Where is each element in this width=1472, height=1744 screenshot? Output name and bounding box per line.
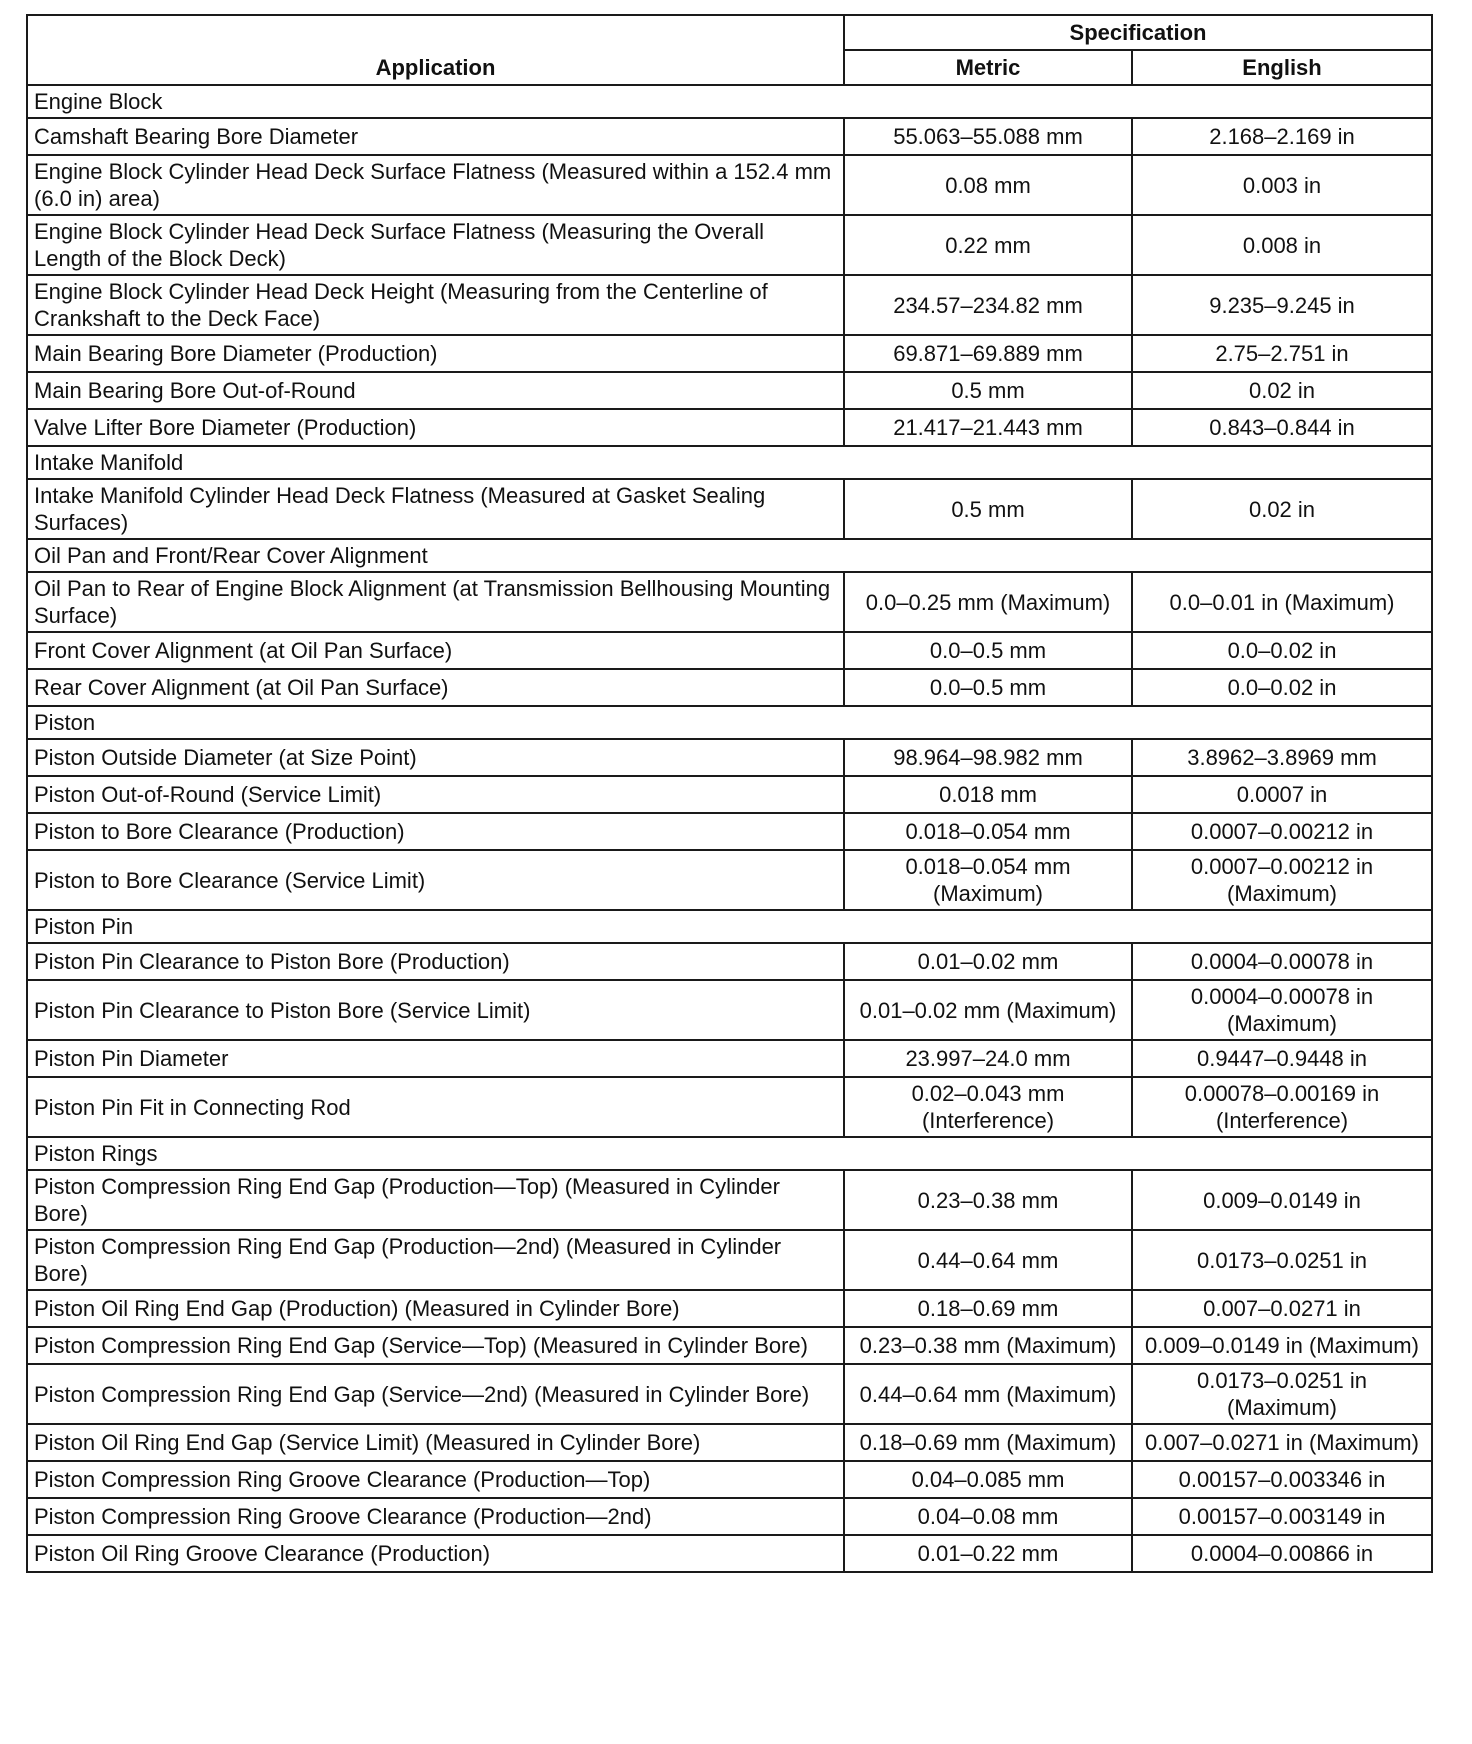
- english-cell: 0.0007 in: [1132, 776, 1432, 813]
- metric-cell: 0.02–0.043 mm (Interference): [844, 1077, 1132, 1137]
- application-header: Application: [27, 15, 844, 85]
- table-row: [27, 215, 1432, 275]
- table-row: [27, 739, 1432, 776]
- table-row: [27, 572, 1432, 632]
- english-cell: 0.009–0.0149 in: [1132, 1170, 1432, 1230]
- english-cell: 0.0–0.01 in (Maximum): [1132, 572, 1432, 632]
- section-row: [27, 910, 1432, 943]
- application-cell: Camshaft Bearing Bore Diameter: [27, 118, 844, 155]
- table-row: [27, 1170, 1432, 1230]
- metric-cell: 0.018–0.054 mm: [844, 813, 1132, 850]
- section-title: Oil Pan and Front/Rear Cover Alignment: [27, 539, 1432, 572]
- metric-cell: 0.23–0.38 mm (Maximum): [844, 1327, 1132, 1364]
- application-cell: Main Bearing Bore Out-of-Round: [27, 372, 844, 409]
- table-row: [27, 1498, 1432, 1535]
- metric-cell: 0.22 mm: [844, 215, 1132, 275]
- english-cell: 0.009–0.0149 in (Maximum): [1132, 1327, 1432, 1364]
- english-cell: 0.007–0.0271 in (Maximum): [1132, 1424, 1432, 1461]
- table-row: [27, 1290, 1432, 1327]
- english-cell: 0.0–0.02 in: [1132, 669, 1432, 706]
- table-row: [27, 1327, 1432, 1364]
- table-row: [27, 1461, 1432, 1498]
- application-cell: Piston Oil Ring Groove Clearance (Production): [27, 1535, 844, 1572]
- metric-cell: 69.871–69.889 mm: [844, 335, 1132, 372]
- table-row: [27, 1535, 1432, 1572]
- metric-cell: 0.44–0.64 mm (Maximum): [844, 1364, 1132, 1424]
- english-cell: 3.8962–3.8969 mm: [1132, 739, 1432, 776]
- section-row: [27, 706, 1432, 739]
- table-row: [27, 118, 1432, 155]
- section-title: Piston Pin: [27, 910, 1432, 943]
- section-title: Intake Manifold: [27, 446, 1432, 479]
- application-cell: Valve Lifter Bore Diameter (Production): [27, 409, 844, 446]
- english-cell: 0.0004–0.00866 in: [1132, 1535, 1432, 1572]
- application-cell: Piston to Bore Clearance (Production): [27, 813, 844, 850]
- table-row: [27, 1077, 1432, 1137]
- metric-header: Metric: [844, 50, 1132, 85]
- table-row: [27, 980, 1432, 1040]
- table-header: [27, 15, 1432, 85]
- english-cell: 2.168–2.169 in: [1132, 118, 1432, 155]
- metric-cell: 0.44–0.64 mm: [844, 1230, 1132, 1290]
- table-row: [27, 813, 1432, 850]
- metric-cell: 0.0–0.5 mm: [844, 632, 1132, 669]
- metric-cell: 0.5 mm: [844, 479, 1132, 539]
- metric-cell: 0.01–0.22 mm: [844, 1535, 1132, 1572]
- english-cell: 9.235–9.245 in: [1132, 275, 1432, 335]
- application-cell: Piston Out-of-Round (Service Limit): [27, 776, 844, 813]
- table-row: [27, 275, 1432, 335]
- table-row: [27, 1040, 1432, 1077]
- section-row: [27, 539, 1432, 572]
- metric-cell: 0.018 mm: [844, 776, 1132, 813]
- application-cell: Front Cover Alignment (at Oil Pan Surface): [27, 632, 844, 669]
- english-cell: 0.003 in: [1132, 155, 1432, 215]
- english-cell: 0.02 in: [1132, 479, 1432, 539]
- metric-cell: 0.18–0.69 mm: [844, 1290, 1132, 1327]
- application-cell: Piston Compression Ring End Gap (Production—2nd) (Measured in Cylinder Bore): [27, 1230, 844, 1290]
- metric-cell: 0.23–0.38 mm: [844, 1170, 1132, 1230]
- english-cell: 0.0173–0.0251 in: [1132, 1230, 1432, 1290]
- application-cell: Piston Pin Fit in Connecting Rod: [27, 1077, 844, 1137]
- english-cell: 0.0004–0.00078 in (Maximum): [1132, 980, 1432, 1040]
- application-cell: Piston Compression Ring Groove Clearance (Production—2nd): [27, 1498, 844, 1535]
- specification-header: Specification: [844, 15, 1432, 50]
- english-cell: 0.00078–0.00169 in (Interference): [1132, 1077, 1432, 1137]
- header-row-top: [27, 15, 1432, 50]
- english-cell: 0.9447–0.9448 in: [1132, 1040, 1432, 1077]
- english-cell: 0.0007–0.00212 in: [1132, 813, 1432, 850]
- table-row: [27, 1364, 1432, 1424]
- specification-table: [26, 14, 1433, 1573]
- application-cell: Engine Block Cylinder Head Deck Height (Measuring from the Centerline of Crankshaft to the Deck Face): [27, 275, 844, 335]
- table-row: [27, 850, 1432, 910]
- metric-cell: 0.0–0.25 mm (Maximum): [844, 572, 1132, 632]
- english-cell: 0.02 in: [1132, 372, 1432, 409]
- section-title: Engine Block: [27, 85, 1432, 118]
- metric-cell: 21.417–21.443 mm: [844, 409, 1132, 446]
- metric-cell: 0.01–0.02 mm (Maximum): [844, 980, 1132, 1040]
- english-cell: 0.00157–0.003346 in: [1132, 1461, 1432, 1498]
- section-row: [27, 85, 1432, 118]
- application-cell: Intake Manifold Cylinder Head Deck Flatness (Measured at Gasket Sealing Surfaces): [27, 479, 844, 539]
- metric-cell: 234.57–234.82 mm: [844, 275, 1132, 335]
- application-cell: Engine Block Cylinder Head Deck Surface Flatness (Measured within a 152.4 mm (6.0 in) area): [27, 155, 844, 215]
- english-cell: 0.0–0.02 in: [1132, 632, 1432, 669]
- table-row: [27, 372, 1432, 409]
- section-row: [27, 1137, 1432, 1170]
- english-cell: 0.0004–0.00078 in: [1132, 943, 1432, 980]
- table-row: [27, 335, 1432, 372]
- application-cell: Piston Compression Ring End Gap (Production—Top) (Measured in Cylinder Bore): [27, 1170, 844, 1230]
- application-cell: Piston Pin Diameter: [27, 1040, 844, 1077]
- metric-cell: 0.0–0.5 mm: [844, 669, 1132, 706]
- english-cell: 0.0007–0.00212 in (Maximum): [1132, 850, 1432, 910]
- metric-cell: 0.018–0.054 mm (Maximum): [844, 850, 1132, 910]
- table-row: [27, 409, 1432, 446]
- table-row: [27, 479, 1432, 539]
- table-row: [27, 943, 1432, 980]
- english-cell: 0.843–0.844 in: [1132, 409, 1432, 446]
- english-cell: 2.75–2.751 in: [1132, 335, 1432, 372]
- application-cell: Piston Compression Ring End Gap (Service—Top) (Measured in Cylinder Bore): [27, 1327, 844, 1364]
- english-cell: 0.0173–0.0251 in (Maximum): [1132, 1364, 1432, 1424]
- metric-cell: 0.18–0.69 mm (Maximum): [844, 1424, 1132, 1461]
- section-row: [27, 446, 1432, 479]
- metric-cell: 0.04–0.08 mm: [844, 1498, 1132, 1535]
- table-row: [27, 1230, 1432, 1290]
- table-row: [27, 1424, 1432, 1461]
- application-cell: Main Bearing Bore Diameter (Production): [27, 335, 844, 372]
- table-row: [27, 632, 1432, 669]
- table-row: [27, 776, 1432, 813]
- application-cell: Piston Oil Ring End Gap (Production) (Measured in Cylinder Bore): [27, 1290, 844, 1327]
- english-header: English: [1132, 50, 1432, 85]
- english-cell: 0.008 in: [1132, 215, 1432, 275]
- application-cell: Oil Pan to Rear of Engine Block Alignment (at Transmission Bellhousing Mounting Surface): [27, 572, 844, 632]
- application-cell: Piston Compression Ring End Gap (Service—2nd) (Measured in Cylinder Bore): [27, 1364, 844, 1424]
- application-cell: Piston Oil Ring End Gap (Service Limit) (Measured in Cylinder Bore): [27, 1424, 844, 1461]
- application-cell: Piston Compression Ring Groove Clearance (Production—Top): [27, 1461, 844, 1498]
- metric-cell: 0.08 mm: [844, 155, 1132, 215]
- metric-cell: 0.5 mm: [844, 372, 1132, 409]
- table-row: [27, 155, 1432, 215]
- table-row: [27, 669, 1432, 706]
- section-title: Piston Rings: [27, 1137, 1432, 1170]
- application-cell: Piston Outside Diameter (at Size Point): [27, 739, 844, 776]
- application-cell: Rear Cover Alignment (at Oil Pan Surface): [27, 669, 844, 706]
- english-cell: 0.00157–0.003149 in: [1132, 1498, 1432, 1535]
- metric-cell: 23.997–24.0 mm: [844, 1040, 1132, 1077]
- application-cell: Piston Pin Clearance to Piston Bore (Service Limit): [27, 980, 844, 1040]
- application-cell: Piston Pin Clearance to Piston Bore (Production): [27, 943, 844, 980]
- metric-cell: 0.04–0.085 mm: [844, 1461, 1132, 1498]
- table-body: [27, 85, 1432, 1572]
- section-title: Piston: [27, 706, 1432, 739]
- metric-cell: 55.063–55.088 mm: [844, 118, 1132, 155]
- application-cell: Engine Block Cylinder Head Deck Surface Flatness (Measuring the Overall Length of the Block Deck): [27, 215, 844, 275]
- metric-cell: 0.01–0.02 mm: [844, 943, 1132, 980]
- metric-cell: 98.964–98.982 mm: [844, 739, 1132, 776]
- application-cell: Piston to Bore Clearance (Service Limit): [27, 850, 844, 910]
- english-cell: 0.007–0.0271 in: [1132, 1290, 1432, 1327]
